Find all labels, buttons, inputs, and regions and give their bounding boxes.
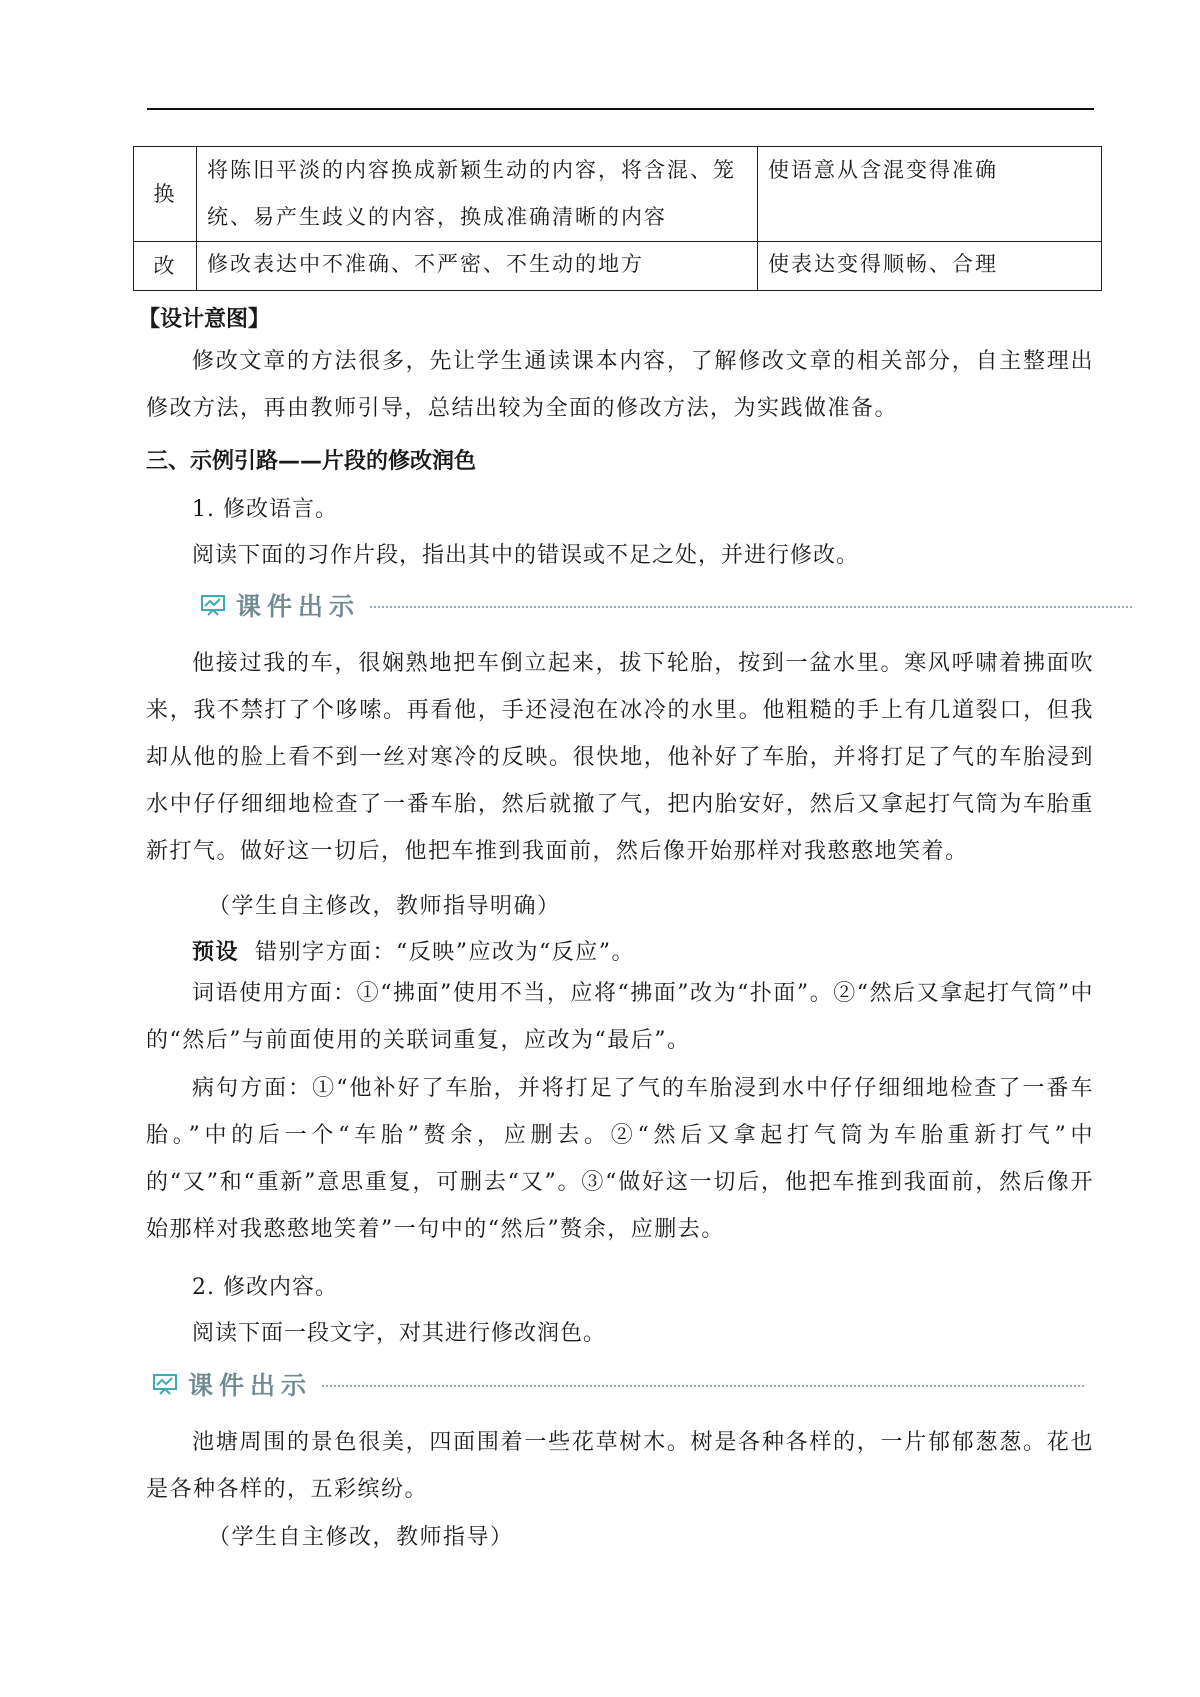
paragraph: 词语使用方面：①“拂面”使用不当，应将“拂面”改为“扑面”。②“然后又拿起打气筒”中的“然后”与前面使用的关联词重复，应改为“最后”。 [146, 981, 1094, 1053]
dotted-rule [370, 606, 1132, 608]
word-use-analysis [146, 970, 1094, 1064]
table-row [134, 147, 1102, 242]
presentation-board-icon [152, 1373, 178, 1395]
preset-text: 错别字方面：“反映”应改为“反应”。 [255, 940, 636, 965]
method-name: 换 [134, 147, 197, 242]
courseware-label: 课件出示 [236, 592, 361, 621]
paragraph: 池塘周围的景色很美，四面围着一些花草树木。树是各种各样的，一片郁郁葱葱。花也是各种各样的，五彩缤纷。 [146, 1430, 1094, 1502]
design-intent-text [146, 338, 1094, 432]
presentation-board-icon [200, 594, 226, 616]
item2-instruction: 阅读下面一段文字，对其进行修改润色。 [192, 1321, 607, 1346]
item2-note: （学生自主修改，教师指导） [208, 1525, 514, 1550]
method-description: 修改表达中不准确、不严密、不生动的地方 [197, 242, 758, 291]
header-rule [147, 108, 1094, 110]
courseware-banner [152, 1364, 1084, 1404]
item1-note: （学生自主修改，教师指导明确） [208, 894, 561, 919]
item1-passage [146, 640, 1094, 875]
sentence-error-analysis [146, 1065, 1094, 1253]
item1-title: 1. 修改语言。 [192, 497, 338, 522]
item2-passage [146, 1419, 1094, 1513]
preset-tag: 预设 [192, 940, 240, 965]
method-description: 将陈旧平淡的内容换成新颖生动的内容，将含混、笼统、易产生歧义的内容，换成准确清晰的内容 [197, 147, 758, 242]
courseware-label: 课件出示 [188, 1371, 313, 1400]
dotted-rule [322, 1385, 1084, 1387]
table-row [134, 242, 1102, 291]
method-name: 改 [134, 242, 197, 291]
design-intent-heading: 【设计意图】 [138, 307, 271, 332]
courseware-banner [200, 585, 1132, 625]
item1-instruction: 阅读下面的习作片段，指出其中的错误或不足之处，并进行修改。 [192, 543, 860, 568]
paragraph: 他接过我的车，很娴熟地把车倒立起来，拔下轮胎，按到一盆水里。寒风呼啸着拂面吹来，我不禁打了个哆嗦。再看他，手还浸泡在冰冷的水里。他粗糙的手上有几道裂口，但我却从他的脸上看不到一丝对寒冷的反映。很快地，他补好了车胎，并将打足了气的车胎浸到水中仔仔细细地检查了一番车胎，然后就撤了气，把内胎安好，然后又拿起打气筒为车胎重新打气。做好这一切后，他把车推到我面前，然后像开始那样对我憨憨地笑着。 [146, 651, 1094, 864]
method-effect: 使表达变得顺畅、合理 [758, 242, 1102, 291]
paragraph: 病句方面：①“他补好了车胎，并将打足了气的车胎浸到水中仔仔细细地检查了一番车胎。”中的后一个“车胎”赘余，应删去。②“然后又拿起打气筒为车胎重新打气”中的“又”和“重新”意思重复，可删去“又”。③“做好这一切后，他把车推到我面前，然后像开始那样对我憨憨地笑着”一句中的“然后”赘余，应删去。 [146, 1076, 1094, 1242]
preset-line [192, 935, 635, 966]
method-effect: 使语意从含混变得准确 [758, 147, 1102, 242]
section-heading: 三、示例引路——片段的修改润色 [146, 449, 477, 474]
paragraph: 修改文章的方法很多，先让学生通读课本内容，了解修改文章的相关部分，自主整理出修改方法，再由教师引导，总结出较为全面的修改方法，为实践做准备。 [146, 349, 1094, 421]
item2-title: 2. 修改内容。 [192, 1275, 338, 1300]
revision-methods-table [133, 146, 1102, 291]
